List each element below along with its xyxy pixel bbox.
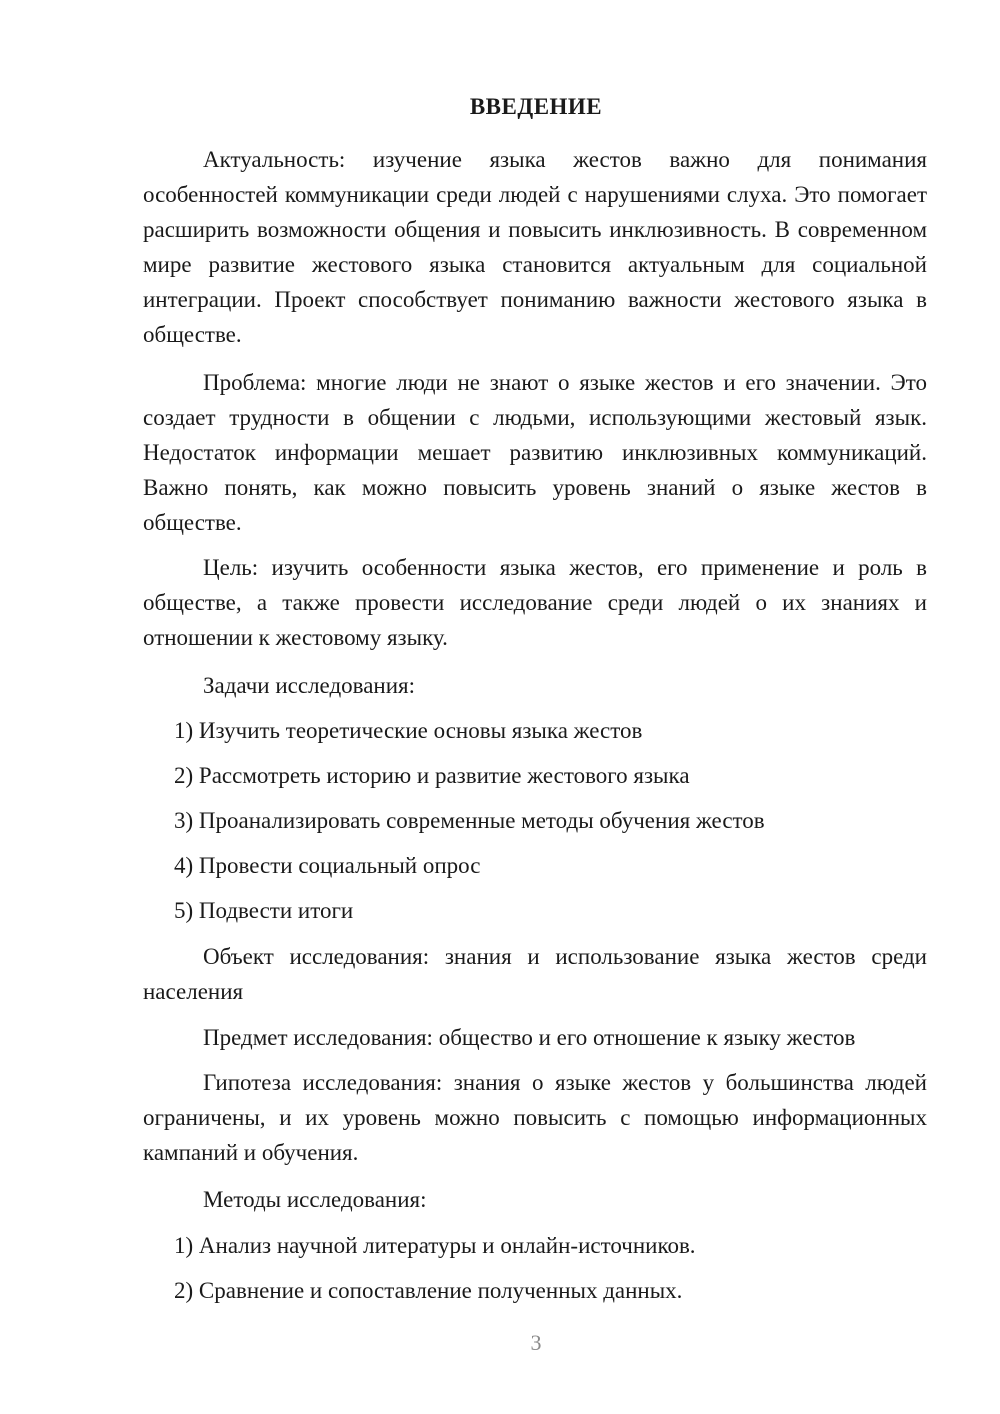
task-item: 2) Рассмотреть историю и развитие жестового языка (174, 763, 690, 788)
methods-heading: Методы исследования: (203, 1187, 427, 1212)
task-item: 5) Подвести итоги (174, 898, 354, 923)
subject-paragraph: Предмет исследования: общество и его отношение к языку жестов (203, 1025, 856, 1050)
task-item: 4) Провести социальный опрос (174, 853, 481, 878)
method-item: 2) Сравнение и сопоставление полученных данных. (174, 1278, 683, 1303)
problem-paragraph: Проблема: многие люди не знают о языке жестов и его значении. Это создает трудности в общении с людьми, использующими жестовый язык. Недостаток информации мешает развитию инклюзивных коммуникаций. Важно понять, как можно повысить уровень знаний о языке жестов в обществе. (143, 370, 927, 535)
goal-paragraph: Цель: изучить особенности языка жестов, его применение и роль в обществе, а также провести исследование среди людей о их знаниях и отношении к жестовому языку. (143, 555, 927, 650)
task-item: 3) Проанализировать современные методы обучения жестов (174, 808, 765, 833)
page-title: ВВЕДЕНИЕ (469, 94, 603, 119)
tasks-heading: Задачи исследования: (203, 673, 416, 698)
relevance-paragraph: Актуальность: изучение языка жестов важно для понимания особенностей коммуникации среди людей с нарушениями слуха. Это помогает расширить возможности общения и повысить инклюзивность. В современном мире развитие жестового языка становится актуальным для социальной интеграции. Проект способствует пониманию важности жестового языка в обществе. (143, 147, 927, 347)
page-number: 3 (530, 1330, 542, 1355)
hypothesis-paragraph: Гипотеза исследования: знания о языке жестов у большинства людей ограничены, и их уровень можно повысить с помощью информационных кампаний и обучения. (143, 1070, 927, 1165)
object-paragraph: Объект исследования: знания и использование языка жестов среди населения (143, 944, 927, 1004)
task-item: 1) Изучить теоретические основы языка жестов (174, 718, 643, 743)
method-item: 1) Анализ научной литературы и онлайн-источников. (174, 1233, 696, 1258)
